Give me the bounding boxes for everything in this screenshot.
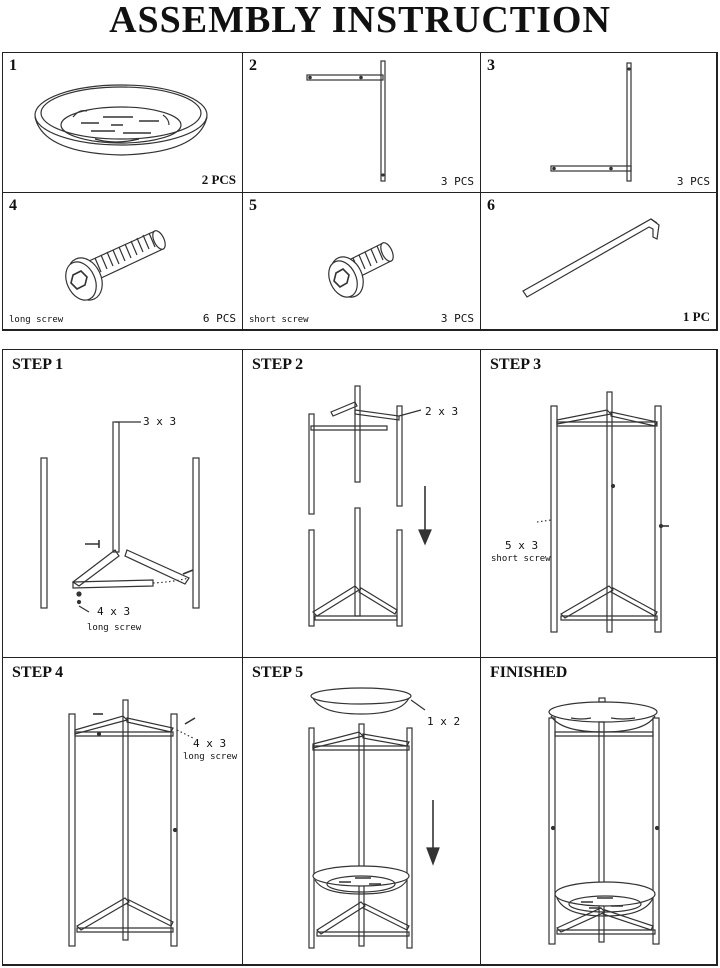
step-title: STEP 1 bbox=[12, 356, 64, 373]
step-title: STEP 3 bbox=[490, 356, 542, 373]
step-note: 3 x 3 bbox=[143, 415, 177, 428]
short-screw-illustration bbox=[243, 193, 479, 328]
step-3-illustration bbox=[481, 350, 715, 656]
lower-leg-illustration bbox=[481, 53, 715, 191]
part-number: 4 bbox=[9, 197, 17, 214]
part-quantity: 2 PCS bbox=[201, 172, 236, 187]
part-quantity: 3 PCS bbox=[440, 312, 474, 325]
part-quantity: 3 PCS bbox=[676, 175, 710, 188]
part-cell-3 bbox=[481, 53, 717, 193]
parts-grid bbox=[2, 52, 718, 331]
part-quantity: 3 PCS bbox=[440, 175, 474, 188]
step-note: 4 x 3 bbox=[97, 605, 131, 618]
step-title: STEP 5 bbox=[252, 664, 304, 681]
part-cell-5 bbox=[243, 193, 481, 330]
step-note: 2 x 3 bbox=[425, 405, 459, 418]
part-cell-2 bbox=[243, 53, 481, 193]
step-cell-finished bbox=[481, 658, 717, 965]
step-note: long screw bbox=[183, 752, 238, 762]
part-label: long screw bbox=[9, 315, 64, 325]
part-quantity: 1 PC bbox=[682, 309, 710, 324]
part-cell-4 bbox=[3, 193, 243, 330]
tray-illustration bbox=[3, 53, 241, 191]
step-2-illustration bbox=[243, 350, 479, 656]
part-number: 1 bbox=[9, 57, 17, 74]
part-number: 2 bbox=[249, 57, 257, 74]
step-note: 5 x 3 bbox=[505, 539, 539, 552]
finished-illustration bbox=[481, 658, 715, 963]
part-label: short screw bbox=[249, 315, 309, 325]
part-number: 6 bbox=[487, 197, 495, 214]
upper-leg-illustration bbox=[243, 53, 479, 191]
step-title: STEP 2 bbox=[252, 356, 304, 373]
part-cell-1 bbox=[3, 53, 243, 193]
step-cell-1 bbox=[3, 350, 243, 658]
step-4-illustration bbox=[3, 658, 241, 963]
page-title: ASSEMBLY INSTRUCTION bbox=[109, 0, 611, 41]
step-5-illustration bbox=[243, 658, 479, 963]
hex-key-illustration bbox=[481, 193, 715, 328]
step-title: FINISHED bbox=[490, 664, 568, 681]
step-note: short screw bbox=[491, 554, 551, 564]
step-cell-4 bbox=[3, 658, 243, 965]
step-cell-2 bbox=[243, 350, 481, 658]
steps-grid bbox=[2, 349, 718, 966]
long-screw-illustration bbox=[3, 193, 241, 328]
step-note: 1 x 2 bbox=[427, 715, 461, 728]
part-cell-6 bbox=[481, 193, 717, 330]
step-cell-3 bbox=[481, 350, 717, 658]
step-note: 4 x 3 bbox=[193, 737, 227, 750]
step-cell-5 bbox=[243, 658, 481, 965]
part-quantity: 6 PCS bbox=[202, 312, 236, 325]
step-title: STEP 4 bbox=[12, 664, 64, 681]
step-note: long screw bbox=[87, 623, 142, 633]
part-number: 3 bbox=[487, 57, 495, 74]
part-number: 5 bbox=[249, 197, 257, 214]
